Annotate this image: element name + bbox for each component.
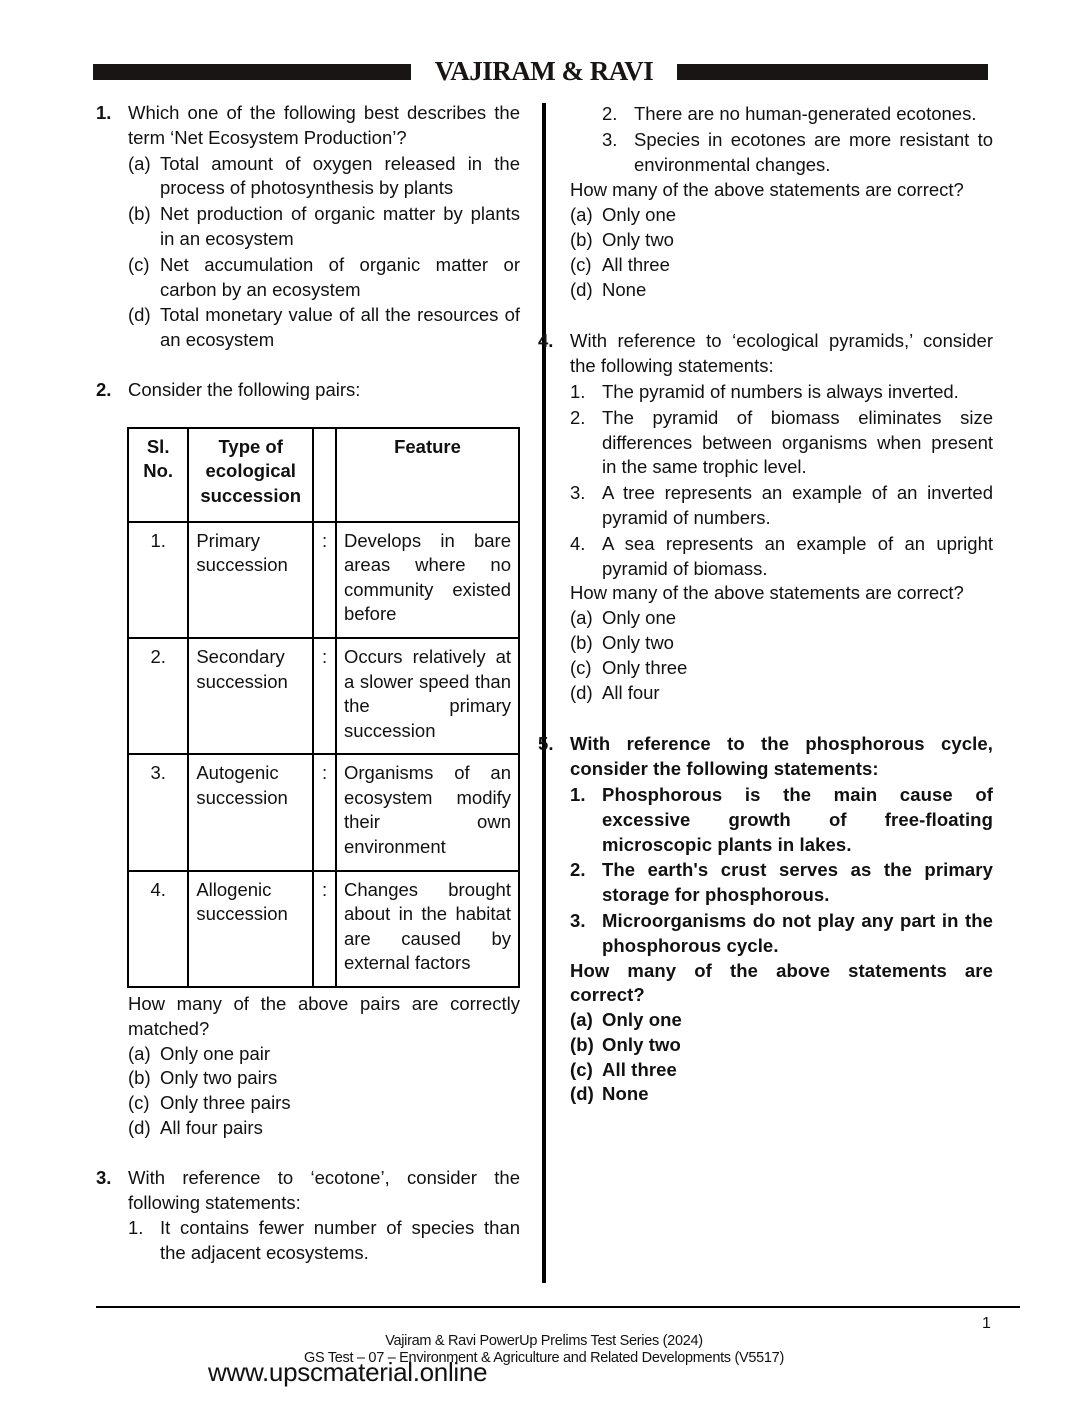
question-stem: With reference to ‘ecological pyramids,’ consider the following statements:: [570, 330, 993, 377]
option-b[interactable]: [570, 228, 993, 253]
option-d[interactable]: [570, 681, 993, 706]
header-separator: [313, 428, 336, 522]
row-feature: Organisms of an ecosystem modify their own environment: [336, 754, 519, 870]
option-text: Only two: [602, 228, 674, 250]
question-number: 3.: [96, 1166, 112, 1188]
option-label: (c): [570, 1058, 593, 1080]
row-type: Primary succession: [188, 522, 313, 638]
option-a[interactable]: [570, 1008, 993, 1033]
question-2: [96, 378, 520, 1141]
option-label: (c): [570, 253, 592, 275]
option-c[interactable]: [570, 1058, 993, 1083]
header-bar-right: [677, 64, 988, 80]
question-3: [96, 1166, 520, 1266]
option-text: Only one: [602, 607, 677, 629]
option-label: (b): [570, 1033, 594, 1055]
pairs-table: [127, 427, 520, 988]
option-d[interactable]: [570, 278, 993, 303]
question-stem: With reference to ‘ecotone’, consider the following statements:: [128, 1166, 520, 1213]
question-stem: With reference to the phosphorous cycle, consider the following statements:: [570, 733, 993, 780]
option-a[interactable]: [128, 152, 520, 202]
watermark-url[interactable]: www.upscmaterial.online: [208, 1357, 488, 1387]
option-label: (d): [128, 304, 151, 326]
row-type: Autogenic succession: [188, 754, 313, 870]
option-text: Net accumulation of organic matter or carbon by an ecosystem: [160, 253, 520, 300]
statement-text: It contains fewer number of species than the adjacent ecosystems.: [160, 1217, 520, 1264]
option-label: (c): [570, 656, 592, 678]
option-label: (a): [570, 204, 593, 226]
statement-label: 1.: [570, 783, 586, 805]
option-d[interactable]: [128, 1116, 520, 1141]
option-label: (d): [570, 681, 593, 703]
option-text: Net production of organic matter by plants in an ecosystem: [160, 203, 520, 249]
row-separator: :: [313, 871, 336, 987]
option-d[interactable]: [570, 1082, 993, 1107]
option-text: Only two: [602, 631, 674, 653]
row-number: 2.: [128, 638, 188, 754]
question-prompt: How many of the above statements are correct?: [570, 179, 964, 201]
page-header: [93, 56, 988, 86]
option-c[interactable]: [570, 656, 993, 681]
statement-text: Microorganisms do not play any part in the phosphorous cycle.: [602, 909, 993, 956]
row-type: Secondary succession: [188, 638, 313, 754]
header-feature: Feature: [336, 428, 519, 522]
statement-label: 3.: [570, 909, 586, 931]
row-number: 1.: [128, 522, 188, 638]
row-feature: Occurs relatively at a slower speed than the primary succession: [336, 638, 519, 754]
option-label: (c): [128, 1092, 150, 1114]
statement-label: 2.: [570, 406, 586, 428]
option-label: (c): [128, 253, 150, 275]
footer-test-title: GS Test – 07 – Environment & Agriculture and Related Developments (V5517): [304, 1350, 784, 1366]
brand-title: VAJIRAM & RAVI: [434, 56, 654, 86]
table-header-row: [128, 428, 519, 522]
statement-1: [570, 783, 993, 857]
question-prompt: How many of the above statements are correct?: [570, 582, 964, 604]
statement-label: 1.: [570, 380, 586, 402]
question-stem: Consider the following pairs:: [128, 378, 361, 400]
option-label: (b): [128, 1067, 151, 1089]
option-b[interactable]: [570, 631, 993, 656]
option-label: (d): [570, 278, 593, 300]
question-prompt: How many of the above pairs are correctly matched?: [128, 993, 520, 1039]
statement-text: The earth's crust serves as the primary storage for phosphorous.: [602, 859, 993, 906]
option-text: Only three pairs: [160, 1092, 291, 1114]
statement-label: 2.: [570, 859, 586, 881]
header-type: Type of ecological succession: [188, 428, 313, 522]
option-label: (d): [570, 1083, 594, 1105]
table-row: [128, 638, 519, 754]
statement-1: [570, 380, 993, 405]
option-text: Only one pair: [160, 1042, 271, 1064]
question-prompt: How many of the above statements are correct?: [570, 959, 993, 1006]
row-separator: :: [313, 522, 336, 638]
row-separator: :: [313, 638, 336, 754]
question-stem: Which one of the following best describes the term ‘Net Ecosystem Production’?: [128, 102, 520, 148]
statement-label: 3.: [570, 482, 586, 504]
option-b[interactable]: [128, 1066, 520, 1091]
question-4: [538, 329, 993, 705]
question-3-continued: [570, 102, 993, 177]
option-text: Only one: [602, 204, 677, 226]
footer-series-title: Vajiram & Ravi PowerUp Prelims Test Series (2024): [385, 1333, 703, 1349]
statement-label: 3.: [602, 128, 618, 150]
question-number: 5.: [538, 733, 554, 755]
header-bar-left: [93, 64, 411, 80]
option-text: Total amount of oxygen released in the process of photosynthesis by plants: [160, 152, 520, 199]
question-number: 2.: [96, 378, 112, 400]
statement-label: 1.: [128, 1217, 144, 1239]
statement-4: [570, 532, 993, 582]
row-feature: Develops in bare areas where no community existed before: [336, 522, 519, 638]
option-text: Only two pairs: [160, 1067, 278, 1089]
option-label: (a): [570, 1009, 593, 1031]
option-label: (b): [570, 631, 593, 653]
option-c[interactable]: [570, 253, 993, 278]
option-c[interactable]: [128, 1091, 520, 1116]
statement-2: [602, 102, 993, 127]
option-a[interactable]: [128, 1042, 520, 1067]
option-text: All four: [602, 681, 660, 703]
statement-text: Phosphorous is the main cause of excessive growth of free-floating microscopic plants in lakes.: [602, 783, 993, 855]
statement-3: [602, 128, 993, 178]
row-number: 4.: [128, 871, 188, 987]
statement-text: Species in ecotones are more resistant to environmental changes.: [634, 128, 993, 175]
row-type: Allogenic succession: [188, 871, 313, 987]
statement-2: [570, 406, 993, 480]
header-sl-no: Sl. No.: [128, 428, 188, 522]
option-label: (a): [570, 607, 593, 629]
option-label: (a): [128, 1042, 151, 1064]
statement-3: [570, 481, 993, 531]
question-number: 1.: [96, 102, 112, 123]
left-column: [96, 101, 520, 1266]
option-label: (d): [128, 1117, 151, 1139]
question-5: [538, 732, 993, 1107]
right-column: [538, 101, 993, 1107]
option-text: All three: [602, 1058, 677, 1080]
option-text: None: [602, 1083, 649, 1105]
statement-text: A sea represents an example of an upright pyramid of biomass.: [602, 532, 993, 579]
statement-text: The pyramid of numbers is always inverted.: [602, 380, 959, 402]
option-text: Total monetary value of all the resources of an ecosystem: [160, 304, 520, 351]
option-b[interactable]: [128, 202, 520, 252]
statement-label: 2.: [602, 103, 618, 124]
option-text: Only one: [602, 1009, 682, 1031]
statement-2: [570, 858, 993, 908]
option-text: All three: [602, 253, 670, 275]
option-text: Only three: [602, 656, 688, 678]
option-label: (b): [128, 203, 151, 225]
option-a[interactable]: [570, 203, 993, 228]
row-separator: :: [313, 754, 336, 870]
option-text: None: [602, 278, 647, 300]
row-number: 3.: [128, 754, 188, 870]
statement-text: There are no human-generated ecotones.: [634, 103, 977, 124]
option-text: Only two: [602, 1033, 681, 1055]
statement-1: [128, 1216, 520, 1266]
option-d[interactable]: [128, 303, 520, 353]
statement-text: The pyramid of biomass eliminates size differences between organisms when present in the same trophic level.: [602, 406, 993, 478]
option-b[interactable]: [570, 1033, 993, 1058]
row-feature: Changes brought about in the habitat are caused by external factors: [336, 871, 519, 987]
statement-text: A tree represents an example of an inverted pyramid of numbers.: [602, 482, 993, 528]
question-number: 4.: [538, 330, 554, 352]
statement-label: 4.: [570, 532, 586, 554]
option-c[interactable]: [128, 253, 520, 303]
question-1: [96, 101, 520, 353]
page-number: 1: [982, 1315, 991, 1332]
footer-rule: [96, 1306, 1020, 1308]
table-row: [128, 871, 519, 987]
option-a[interactable]: [570, 606, 993, 631]
option-label: (b): [570, 228, 593, 250]
table-row: [128, 522, 519, 638]
statement-3: [570, 909, 993, 959]
option-label: (a): [128, 152, 151, 174]
option-text: All four pairs: [160, 1117, 263, 1139]
table-row: [128, 754, 519, 870]
